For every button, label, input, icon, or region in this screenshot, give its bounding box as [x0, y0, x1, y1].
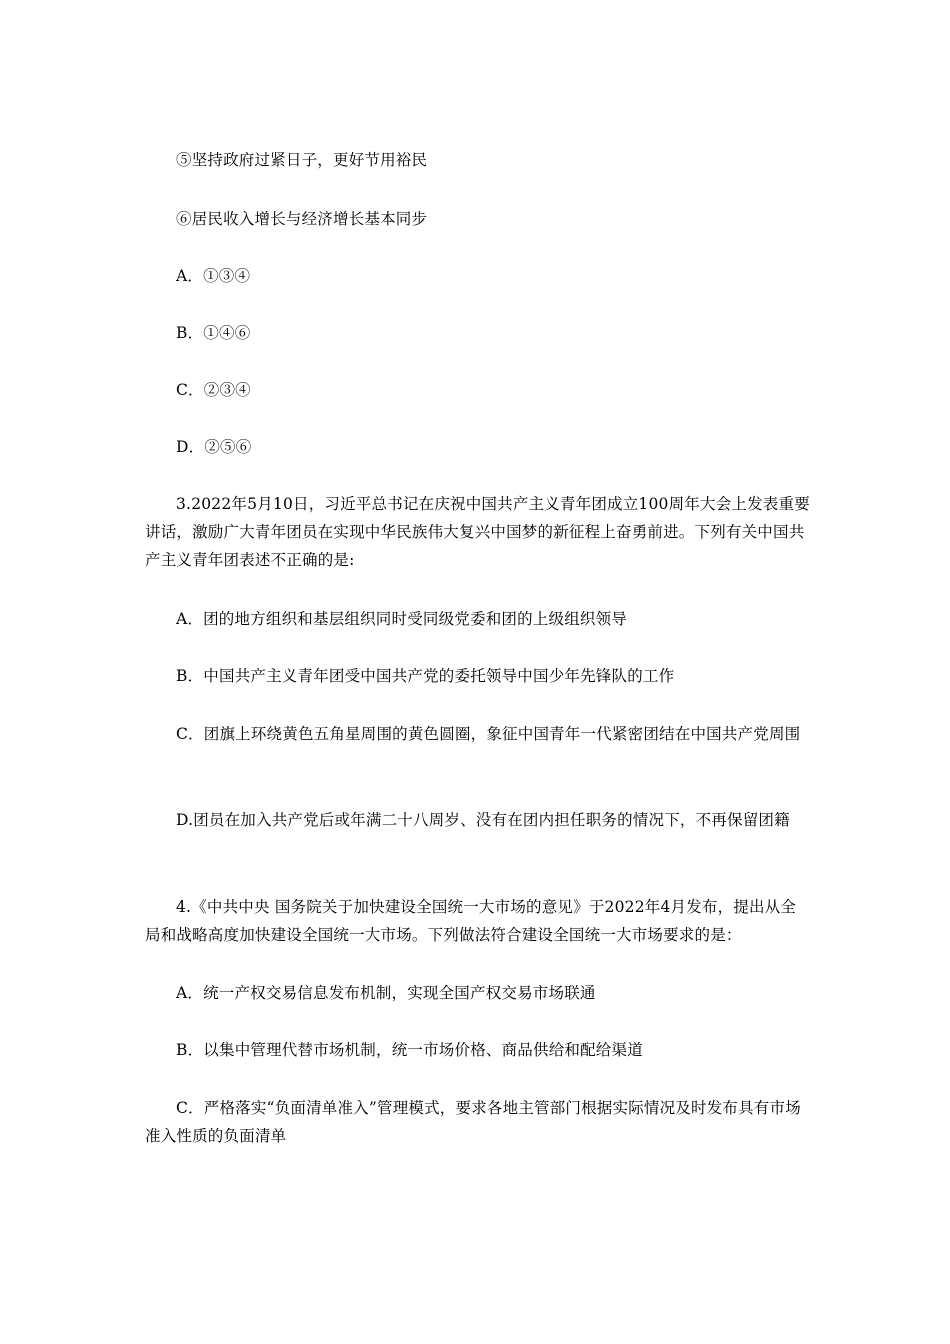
q3-option-c: C．团旗上环绕黄色五角星周围的黄色圆圈，象征中国青年一代紧密团结在中国共产党周围 [176, 725, 801, 743]
q3-option-b: B．中国共产主义青年团受中国共产党的委托领导中国少年先锋队的工作 [176, 667, 675, 685]
q2-option-b: B．①④⑥ [176, 324, 251, 342]
question-3-stem: 3.2022年5月10日，习近平总书记在庆祝中国共产主义青年团成立100周年大会上发表重要讲话，激励广大青年团员在实现中华民族伟大复兴中国梦的新征程上奋勇前进。下列有关中国共产主义青年团表述不正确的是: [145, 495, 810, 569]
item-6-text: ⑥居民收入增长与经济增长基本同步 [176, 210, 428, 228]
item-5-text: ⑤坚持政府过紧日子，更好节用裕民 [176, 151, 428, 169]
q2-option-d: D．②⑤⑥ [176, 438, 252, 456]
q4-option-a: A．统一产权交易信息发布机制，实现全国产权交易市场联通 [176, 984, 596, 1002]
document-page [145, 0, 810, 1344]
q4-option-c: C．严格落实“负面清单准入”管理模式，要求各地主管部门根据实际情况及时发布具有市场准入性质的负面清单 [145, 1099, 801, 1145]
q3-option-d: D.团员在加入共产党后或年满二十八周岁、没有在团内担任职务的情况下，不再保留团籍 [176, 811, 790, 829]
q4-option-b: B．以集中管理代替市场机制，统一市场价格、商品供给和配给渠道 [176, 1041, 643, 1059]
q2-option-a: A．①③④ [176, 267, 251, 285]
q3-option-a: A．团的地方组织和基层组织同时受同级党委和团的上级组织领导 [176, 610, 627, 628]
question-4-stem: 4.《中共中央 国务院关于加快建设全国统一大市场的意见》于2022年4月发布，提出从全局和战略高度加快建设全国统一大市场。下列做法符合建设全国统一大市场要求的是： [145, 898, 797, 944]
q2-option-c: C．②③④ [176, 381, 251, 399]
